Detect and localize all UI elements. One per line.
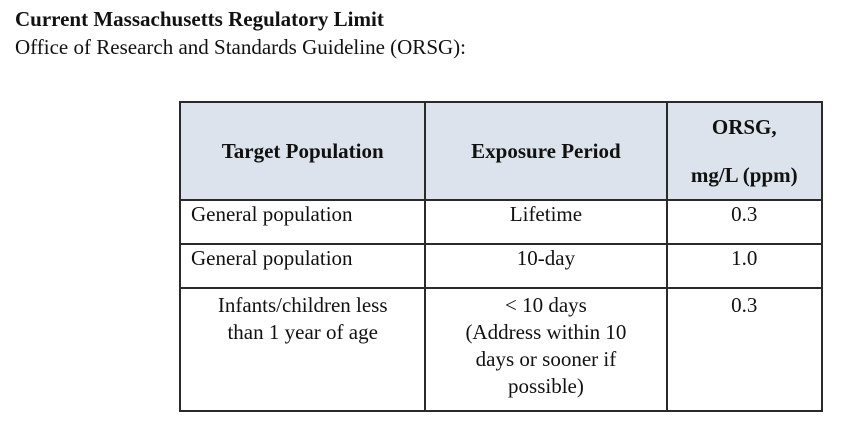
header-exposure-period: Exposure Period — [425, 102, 666, 200]
cell-exposure-line3: days or sooner if — [475, 347, 617, 371]
cell-population-line2: than 1 year of age — [227, 320, 378, 344]
cell-orsg: 0.3 — [667, 200, 823, 244]
header-orsg-line1: ORSG, — [711, 115, 777, 139]
cell-population — [180, 288, 425, 411]
header-target-population: Target Population — [180, 102, 425, 200]
cell-exposure: Lifetime — [425, 200, 666, 244]
section-heading: Current Massachusetts Regulatory Limit — [15, 7, 384, 31]
cell-population-line1: Infants/children less — [217, 293, 388, 317]
cell-exposure: 10-day — [425, 244, 666, 288]
cell-orsg: 0.3 — [667, 288, 823, 411]
cell-population: General population — [180, 200, 425, 244]
cell-population: General population — [180, 244, 425, 288]
cell-exposure-line1: < 10 days — [505, 293, 587, 317]
orsg-table — [179, 101, 823, 412]
section-subheading: Office of Research and Standards Guideline (ORSG): — [15, 35, 466, 59]
cell-exposure-line2: (Address within 10 — [465, 320, 627, 344]
header-orsg-line2: mg/L (ppm) — [690, 163, 798, 187]
table-header-row — [180, 102, 822, 200]
header-orsg — [667, 102, 823, 200]
table-row — [180, 288, 822, 411]
cell-exposure — [425, 288, 666, 411]
cell-exposure-line4: possible) — [508, 374, 584, 398]
cell-orsg: 1.0 — [667, 244, 823, 288]
table-row — [180, 200, 822, 244]
table-row — [180, 244, 822, 288]
